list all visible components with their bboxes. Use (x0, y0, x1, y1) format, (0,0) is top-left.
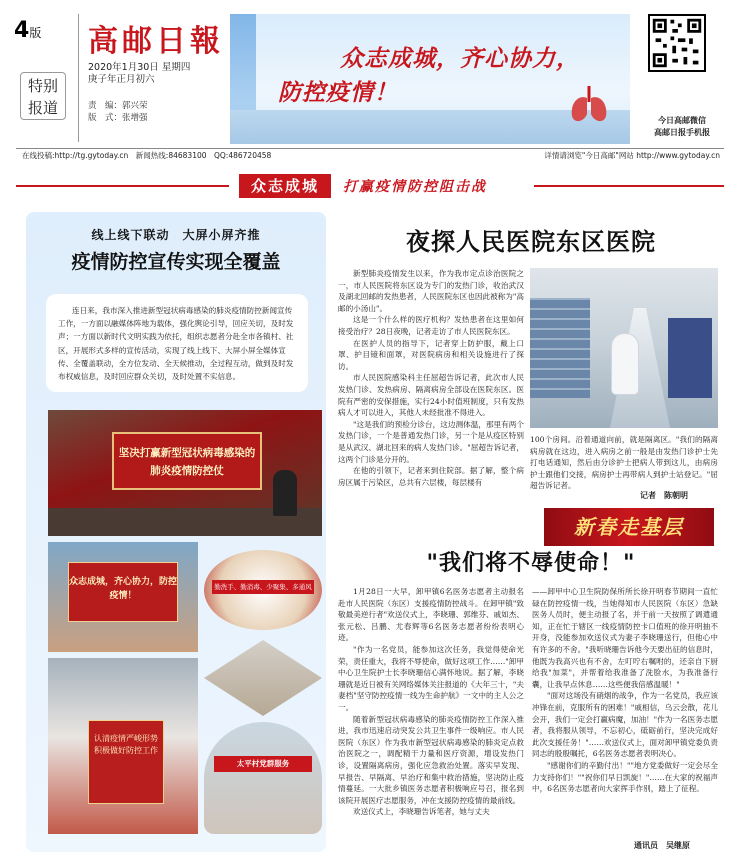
feature-title: 疫情防控宣传实现全覆盖 (71, 251, 281, 273)
qr-caption: 今日高邮微信 高邮日报手机报 (654, 116, 710, 137)
paragraph: 随着新型冠状病毒感染的肺炎疫情防控工作深入推进，我市迅速启动突发公共卫生事件一级响应。市人民医院（东区）作为我市新型冠状病毒感染的肺炎定点救治医院之一，调配精干力量和医疗资源，增设发热门诊，设置隔离病房，强化应急救治处置。落实早发现、早报告、早隔离、早治疗和集中救治措施，坚决防止疫情蔓延。一大批乡镇医务志愿者积极响应号召，报名到该院开展医疗志愿服务，冲在支援防控疫情的最前线。 (338, 714, 524, 805)
qr-code-icon[interactable] (648, 14, 706, 72)
photo-banner-hall (48, 410, 322, 536)
article2-title: "我们将不辱使命！" (426, 550, 636, 576)
protective-suit-worker (612, 334, 638, 394)
left-feature-panel (26, 212, 326, 852)
article1-title: 夜探人民医院东区医院 (406, 227, 656, 256)
section-header (16, 170, 724, 202)
section-slogan: 打赢疫情防控阻击战 (343, 179, 487, 195)
corridor-wall (530, 298, 590, 398)
photo-volunteers (204, 640, 322, 716)
paragraph: 欢送仪式上，李晓珊告诉笔者，她与丈夫 (353, 807, 490, 817)
special-report-badge: 特别 报道 (20, 72, 66, 120)
paragraph: "这是我们的预检分诊台，这边测体温，那里有两个发热门诊，一个是普通发热门诊，另一个是从疫区特别是从武汉、湖北回来的病人发热门诊。"屈超告诉记者，这两个门诊是分开的。 (338, 419, 524, 464)
paragraph: 在医护人员的指导下，记者穿上防护服，戴上口罩、护目镜和面罩，对医院病房和相关设施进行了探访。 (338, 338, 524, 371)
page-number: 4版 (14, 18, 42, 43)
article2-byline: 通讯员 吴继原 (634, 841, 690, 850)
article2-column-2 (532, 586, 718, 840)
paragraph: "感谢你们的辛勤付出！""地方党委做好一定会尽全力支持你们！""祝你们早日凯旋！"……在大家的祝福声中，6名医务志愿者向大家挥手作别，踏上了征程。 (532, 760, 718, 794)
slogan-card: 众志成城，齐心协力，防控疫情！ (68, 562, 178, 622)
article1-column-2 (530, 434, 718, 496)
photo-slogan-card (48, 542, 198, 652)
section-tag (229, 170, 534, 202)
newspaper-logo: 高邮日報 (88, 24, 224, 59)
paragraph: "面对这场没有硝烟的战争，作为一名党员，我应该冲锋在前，克服所有的困难！"戚相信，乌云会散，花儿会开，我们一定会打赢病魔，加油！"作为一名医务志愿者，我将服从领导，不忘初心，砥砺前行，坚决完成好此次支援任务！"……欢送仪式上，面对卸甲镇党委负责同志的殷殷嘱托，6名医务志愿者表明决心。 (532, 691, 718, 759)
feature-subtitle: 线上线下联动 大屏小屏齐推 (91, 228, 261, 242)
promo-banner: 新春走基层 (544, 508, 714, 546)
contact-info: 在线投稿:http://tg.gytoday.cn 新闻热线:84683100 QQ:486720458 (22, 151, 272, 160)
paragraph: 1月28日一大早，卸甲镇6名医务志愿者主动报名赴市人民医院（东区）支援疫情防控战斗。在卸甲镇"致敬最美逆行者"欢送仪式上，李晓珊、郭维芬、戚如杰、张元松、吕鹏、尤春辉等6名医务志愿者纷纷表明心迹。 (338, 587, 524, 643)
paragraph: 100个房间。沿着通道向前，就是隔离区。"我们的隔离病房就在这边，进入病房之前一般是由发热门诊护士先打电话通知，然后由分诊护士把病人带到这儿，由病房护士跟他们交接，病房护士再带病人到护士站登记。"屈超告诉记者。 (530, 435, 718, 491)
feature-lead: 连日来，我市深入推进新型冠状病毒感染的肺炎疫情防控新闻宣传工作，一方面以融媒体阵地为载体，强化舆论引导，回应关切，及时发声；一方面以新时代文明实践为依托，组织志愿者分赴全市各镇村、社区，开展形式多样的宣传活动，实现了线上线下、大屏小屏全媒体宣传、全覆盖联动，全方位发动、全天候推动，全过程互动，做到及时发布权威信息，及时回应群众关切，及时处置不实信息。 (46, 294, 308, 392)
paragraph: 这是一个什么样的医疗机构？发热患者在这里如何接受治疗？28日夜晚，记者走访了市人民医院东区。 (338, 315, 524, 336)
paragraph: ——卸甲中心卫生院防保所所长徐开明春节期间一直忙碌在防控疫情一线，当她得知市人民医院（东区）急缺医务人员时，便主动报了名，并于前一天按照了调遣通知，正在忙于辖区一线疫情防控卡口值班的徐开明抽不开身，没能参加欢送仪式为妻子李晓珊送行，但他心中有许多的不舍。"我听晓珊告诉他今天要出征的信息时，他既为我高兴也有不舍，左叮咛右嘱咐的，还亲自下厨给我"加菜"，并帮着给我准备了洗脸水，为我准备行囊，让我早点休息……这些便我倍感温暖！" (532, 587, 718, 689)
paragraph: 市人民医院感染科主任屈超告诉记者，此次市人民发热门诊、发热病房、隔离病房全部设在医院东区。医院有严密的安保措施，实行24小时值班制度，只有发热病人才可以进入，其他人未经批准不得进入。 (338, 373, 524, 418)
paragraph: 在他的引领下，记者来到住院部。据了解，整个病房区属于污染区，总共有六层楼，每层楼有 (338, 466, 524, 487)
article1-byline: 记者 陈朝明 (640, 491, 688, 500)
person (273, 470, 297, 516)
lungs-icon (566, 80, 612, 126)
website-link[interactable]: 详情请浏览"今日高邮"网站 http://www.gytoday.cn (544, 151, 720, 160)
masthead (0, 0, 737, 148)
issue-date: 2020年1月30日 星期四 庚子年正月初六 (88, 62, 191, 85)
paragraph: 新型肺炎疫情发生以来，作为我市定点诊治医院之一，市人民医院将东区设为专门的发热门诊，收治武汉及湖北回邮的发热患者，人民医院东区也因此被称为"高邮的小汤山"。 (338, 269, 524, 313)
banner-line-2: 防控疫情！ (278, 79, 398, 106)
banner-line-1: 众志成城，齐心协力， (340, 45, 580, 72)
masthead-divider (78, 14, 79, 142)
article1-column-1 (338, 268, 524, 536)
paragraph: "作为一名党员，能参加这次任务，我觉得使命光荣，责任重大，我将不辱使命，做好这项工作……"卸甲中心卫生院护士长李晓珊信心满怀地说。据了解，李晓珊就是近日被有关网络媒体关注报道的《大年三十，"夫妻档"坚守防控疫情一线为生命护航》一文中的主人公之一。 (338, 644, 524, 712)
notice-board: 认清疫情严峻形势 积极做好防控工作 (88, 720, 164, 804)
editor-credits: 责 编：郭兴荣 版 式：张增强 (88, 101, 148, 123)
section-badge: 众志成城 (239, 174, 331, 198)
hospital-corridor-photo (530, 268, 718, 428)
photo-hygiene-sign (204, 550, 322, 630)
slogan-banner (230, 14, 630, 144)
village-sign: 太平村党群服务 (214, 756, 312, 772)
info-bar (16, 148, 724, 162)
hygiene-strip: 勤洗手、勤消毒、少聚集、多通风 (212, 580, 314, 594)
photo-village-center (204, 722, 322, 834)
photo-notice-board (48, 658, 198, 834)
article2-column-1 (338, 586, 524, 852)
ward-doors (668, 318, 712, 398)
red-banner-sign: 坚决打赢新型冠状病毒感染的肺炎疫情防控仗 (112, 432, 262, 490)
